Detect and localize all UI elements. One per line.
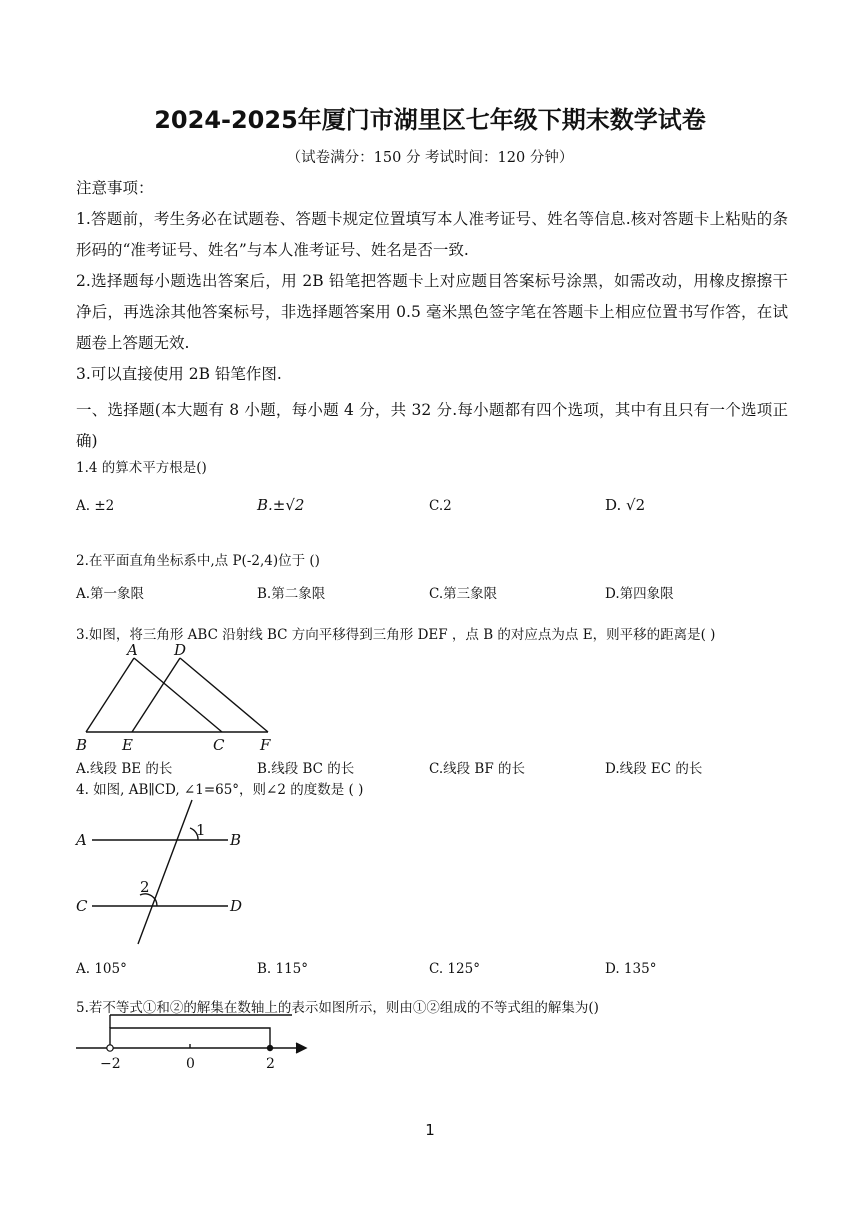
side-ed — [132, 658, 180, 732]
exam-title: 2024-2025年厦门市湖里区七年级下期末数学试卷 — [154, 106, 706, 134]
label-angle-2: 2 — [140, 878, 150, 896]
question-3-option-c: C.线段 BF 的长 — [429, 761, 526, 777]
question-2-option-c: C.第三象限 — [429, 586, 498, 602]
label-b: B — [230, 831, 242, 849]
question-3-option-b: B.线段 BC 的长 — [257, 761, 355, 777]
question-1-stem: 1.4 的算术平方根是() — [76, 460, 207, 476]
label-c: C — [76, 897, 88, 915]
question-1-option-d: D. √2 — [605, 496, 646, 514]
number-line-figure — [70, 1012, 320, 1074]
label-two: 2 — [266, 1056, 275, 1072]
question-1-option-b: B.±√2 — [257, 496, 305, 514]
question-4-option-a: A. 105° — [76, 961, 127, 977]
question-3-option-a: A.线段 BE 的长 — [76, 761, 173, 777]
label-a: A — [76, 831, 87, 849]
label-a: A — [127, 641, 138, 659]
question-2-option-b: B.第二象限 — [257, 586, 326, 602]
question-2-stem: 2.在平面直角坐标系中,点 P(-2,4)位于 () — [76, 553, 320, 569]
page-number: 1 — [425, 1121, 435, 1139]
label-angle-1: 1 — [196, 821, 206, 839]
notice-item-3: 3.可以直接使用 2B 铅笔作图. — [76, 365, 282, 383]
side-ba — [86, 658, 134, 732]
notice-item-1: 1.答题前，考生务必在试题卷、答题卡规定位置填写本人准考证号、姓名等信息.核对答题卡上粘贴的条形码的“准考证号、姓名”与本人准考证号、姓名是否一致. — [76, 210, 788, 259]
label-b: B — [76, 736, 88, 754]
question-3-stem: 3.如图，将三角形 ABC 沿射线 BC 方向平移得到三角形 DEF ，点 B 的对应点为点 E，则平移的距离是( ) — [76, 627, 716, 643]
side-df — [180, 658, 268, 732]
section-heading: 一、选择题(本大题有 8 小题，每小题 4 分，共 32 分.每小题都有四个选项，其中有且只有一个选项正确) — [76, 401, 788, 450]
exam-subtitle: （试卷满分：150 分 考试时间：120 分钟） — [286, 150, 574, 166]
parallel-lines-figure — [70, 798, 260, 948]
axis-arrow — [296, 1043, 306, 1053]
label-e: E — [122, 736, 133, 754]
question-4-option-c: C. 125° — [429, 961, 480, 977]
label-f: F — [260, 736, 271, 754]
notice-item-2: 2.选择题每小题选出答案后，用 2B 铅笔把答题卡上对应题目答案标号涂黑，如需改动，用橡皮擦擦干净后，再选涂其他答案标号，非选择题答案用 0.5 毫米黑色签字笔在答题卡上相应位置书写作答，在试题卷上答题无效. — [76, 272, 788, 352]
label-c: C — [213, 736, 225, 754]
closed-point-2 — [267, 1045, 273, 1051]
question-3-option-d: D.线段 EC 的长 — [605, 761, 703, 777]
label-d: D — [174, 641, 187, 659]
question-1-option-c: C.2 — [429, 498, 452, 514]
question-2-option-d: D.第四象限 — [605, 586, 674, 602]
question-4-option-b: B. 115° — [257, 961, 309, 977]
question-5-stem: 5.若不等式①和②的解集在数轴上的表示如图所示，则由①②组成的不等式组的解集为() — [76, 1000, 599, 1016]
question-4-option-d: D. 135° — [605, 961, 657, 977]
question-2-option-a: A.第一象限 — [76, 586, 145, 602]
transversal — [138, 800, 192, 944]
open-point-neg2 — [107, 1045, 113, 1051]
notice-heading: 注意事项： — [76, 179, 154, 197]
label-neg2: −2 — [100, 1056, 121, 1072]
side-ac — [134, 658, 222, 732]
question-4-stem: 4. 如图, AB∥CD, ∠1=65°，则∠2 的度数是 ( ) — [76, 782, 364, 798]
question-1-option-a: A. ±2 — [76, 498, 115, 514]
translated-triangles-figure — [70, 640, 290, 755]
label-d: D — [230, 897, 243, 915]
label-zero: 0 — [186, 1056, 195, 1072]
